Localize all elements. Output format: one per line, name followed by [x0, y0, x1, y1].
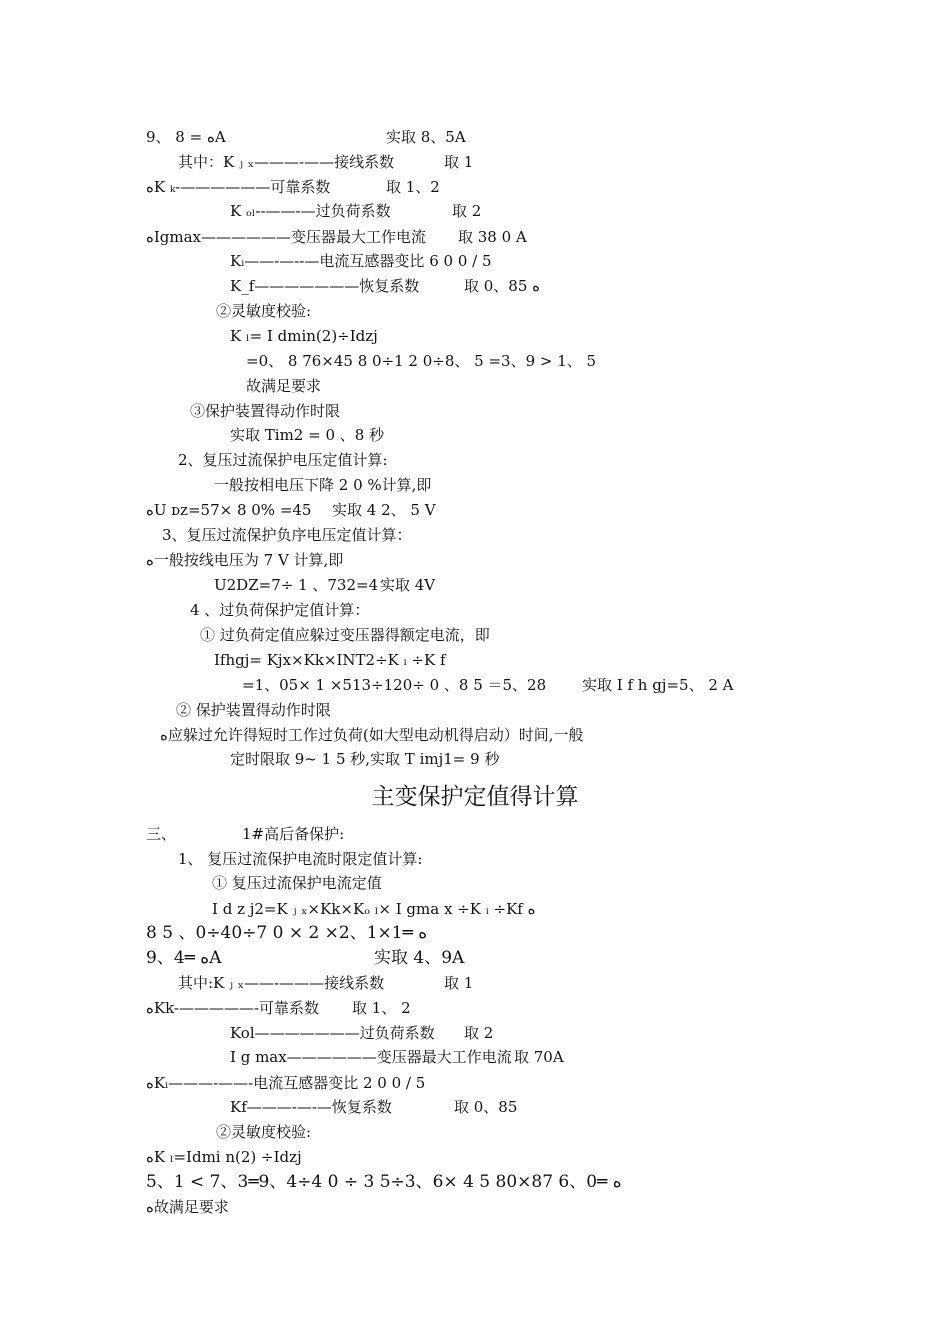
- line-text: 3、复压过流保护负序电压定值计算：: [162, 526, 412, 544]
- line-value: 取 1: [444, 974, 474, 992]
- line-text: 8 5 、0÷40÷7 0 × 2 ×2、1×1═ ﻩ: [146, 923, 428, 943]
- line-text: ③保护装置得动作时限: [190, 402, 341, 420]
- line-text: K_f———————恢复系数: [230, 277, 420, 295]
- line-text: I d z j2=K ⱼ ₓ×Kk×Kₒ ₗ× I gma x ÷K ᵢ ÷Kf ﻩ: [212, 900, 536, 918]
- line-text: ﻩ一般按线电压为 7 V 计算,即: [146, 551, 344, 569]
- line-text: 故满足要求: [246, 377, 322, 395]
- line-value: 取 1、2: [386, 178, 440, 196]
- line-text: 1、 复压过流保护电流时限定值计算:: [178, 850, 423, 868]
- line-text: 9、4═ ﻩA: [146, 948, 222, 968]
- line-value: 实取 4V: [380, 576, 436, 594]
- line-text: 4 、过负荷保护定值计算：: [190, 601, 370, 619]
- line-text: ﻩK ₗ=Idmi n(2) ÷Idzj: [146, 1148, 302, 1166]
- line-text: 其中：K ⱼ ₓ———-——接线系数: [178, 153, 395, 171]
- line-value: 取 1: [444, 153, 474, 171]
- line-text: ① 过负荷定值应躲过变压器得额定电流，即: [200, 626, 490, 644]
- line-value: 取 1、 2: [352, 999, 411, 1017]
- line-text: ﻩKk-—————-可靠系数: [146, 999, 320, 1017]
- line-text: ① 复压过流保护电流定值: [212, 874, 382, 892]
- line-text: ② 保护装置得动作时限: [176, 701, 331, 719]
- line-text: =0、 8 76×45 8 0÷1 2 0÷8、 5 =3、9 > 1、 5: [246, 352, 597, 370]
- line-value: 取 70A: [514, 1048, 564, 1066]
- line-text: 其中:K ⱼ ₓ——-———接线系数: [178, 974, 385, 992]
- line-text: ﻩ故满足要求: [146, 1198, 229, 1216]
- line-text: ②灵敏度校验:: [216, 302, 312, 320]
- line-text: ②灵敏度校验:: [216, 1123, 312, 1141]
- line-value: 实取 4、9A: [374, 948, 465, 968]
- line-value: 取 0、85: [454, 1098, 518, 1116]
- line-text: ﻩ应躲过允许得短时工作过负荷(如大型电动机得启动）时间,一般: [160, 726, 584, 744]
- line-value: 取 38 0 A: [458, 228, 527, 246]
- line-text: ﻩU ᴅᴢ=57× 8 0% =45: [146, 501, 312, 519]
- line-text: 三、: [146, 825, 177, 843]
- line-value: 实取 8、5A: [386, 128, 466, 146]
- line-text: 定时限取 9~ 1 5 秒,实取 T imj1= 9 秒: [230, 750, 500, 768]
- line-text: K ₒₗ--——-—过负荷系数: [230, 202, 391, 220]
- line-value: 取 2: [452, 202, 482, 220]
- line-text: =1、05× 1 ×513÷120÷ 0 、8 5 ＝5、28: [242, 676, 547, 694]
- line-text: 5、1 < 7、3═9、4÷4 0 ÷ 3 5÷3、6× 4 5 80×87 6、0═ ﻩ: [146, 1172, 622, 1192]
- line-value: 1#高后备保护:: [242, 825, 345, 843]
- line-text: Kol———————过负荷系数: [230, 1024, 435, 1042]
- line-text: Kᵢ——-—--—电流互感器变比 6 0 0 / 5: [230, 252, 492, 270]
- line-text: ﻩIgmax——————变压器最大工作电流: [146, 228, 427, 246]
- line-text: 2、复压过流保护电压定值计算:: [178, 451, 388, 469]
- line-text: ﻩK ₖ-——————可靠系数: [146, 178, 331, 196]
- line-value: 取 2: [464, 1024, 494, 1042]
- line-text: U2DZ=7÷ 1 、732=4: [214, 576, 379, 594]
- line-text: 实取 Tim2 = 0 、8 秒: [230, 426, 385, 444]
- line-value: 实取 4 2、 5 V: [332, 501, 436, 519]
- line-value: 取 0、85 ﻩ: [464, 277, 541, 295]
- line-text: ﻩKᵢ———-——-电流互感器变比 2 0 0 / 5: [146, 1074, 426, 1092]
- line-text: Kf———-—-—恢复系数: [230, 1098, 392, 1116]
- line-text: 9、 8 = ﻩA: [146, 128, 226, 146]
- section-heading: 主变保护定值得计算: [371, 784, 579, 810]
- line-text: I g max——————变压器最大工作电流: [230, 1048, 512, 1066]
- line-text: 一般按相电压下降 2 0 %计算,即: [214, 476, 432, 494]
- line-text: Ifhgj= Kjx×Kk×INT2÷K ᵢ ÷K f: [214, 651, 446, 669]
- line-text: K ₗ= I dmin(2)÷Idzj: [230, 327, 378, 345]
- line-value: 实取 I f h gj=5、 2 A: [582, 676, 734, 694]
